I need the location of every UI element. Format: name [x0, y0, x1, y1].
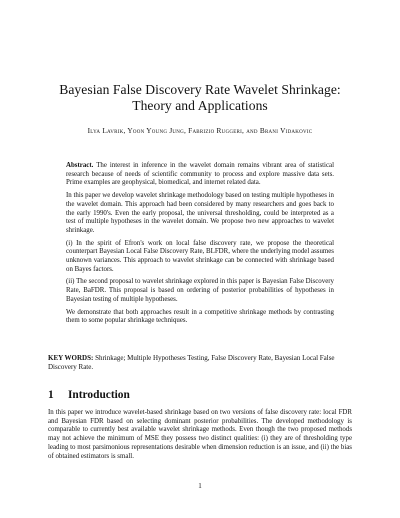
abstract-text-1: The interest in inference in the wavelet domain remains vibrant area of statistical research because of needs of scientific community to process and explore massive data sets. Prime examples are geophysical, biomedical, and internet related data.: [66, 162, 334, 187]
paper-title-line-1: Bayesian False Discovery Rate Wavelet Shrinkage:: [59, 82, 341, 97]
abstract: [66, 162, 334, 330]
abstract-label: Abstract.: [66, 162, 94, 169]
intro-paragraph: In this paper we introduce wavelet-based shrinkage based on two versions of false discovery rate: local FDR and Bayesian FDR based on selecting dominant posterior probabilities. The developed methodology is comparable to currently best available wavelet shrinkage methods. Even though the two proposed methods may not achieve the minimum of MSE they possess two distinct qualities: (i) they are of thresholding type leading to most parsimonious representations desirable when dimension reduction is an issue, and (ii) the bias of obtained estimators is small.: [48, 409, 352, 460]
section-number: 1: [48, 389, 54, 401]
section-heading: [48, 389, 130, 401]
section-title: Introduction: [68, 389, 130, 401]
abstract-paragraph-5: We demonstrate that both approaches result in a competitive shrinkage methods by contrasting them to some popular shrinkage techniques.: [66, 308, 334, 325]
paper-title-line-2: Theory and Applications: [132, 98, 268, 113]
abstract-paragraph-2: In this paper we develop wavelet shrinkage methodology based on testing multiple hypotheses in the wavelet domain. This approach had been considered by many researchers and goes back to the early 1990's. Even the early proposal, the universal thresholding, could be interpreted as a test of multiple hypotheses in the wavelet domain. We propose two new approaches to wavelet shrinkage.: [66, 192, 334, 234]
keywords-text: Shrinkage; Multiple Hypotheses Testing, False Discovery Rate, Bayesian Local False Discovery Rate.: [48, 354, 335, 371]
author-list: Ilya Lavrik, Yoon Young Jung, Fabrizio Ruggeri, and Brani Vidakovic: [87, 126, 313, 135]
abstract-paragraph-1: [66, 162, 334, 188]
keywords: [48, 354, 352, 372]
keywords-label: KEY WORDS:: [48, 354, 94, 362]
abstract-paragraph-3: (i) In the spirit of Efron's work on local false discovery rate, we propose the theoretical counterpart Bayesian Local False Discovery Rate, BLFDR, where the underlying model assumes unknown variances. This approach to wavelet shrinkage can be connected with shrinkage based on Bayes factors.: [66, 239, 334, 273]
abstract-paragraph-4: (ii) The second proposal to wavelet shrinkage explored in this paper is Bayesian False Discovery Rate, BaFDR. This proposal is based on ordering of posterior probabilities of hypotheses in Bayesian testing of multiple hypotheses.: [66, 278, 334, 303]
page-number: 1: [198, 482, 202, 490]
